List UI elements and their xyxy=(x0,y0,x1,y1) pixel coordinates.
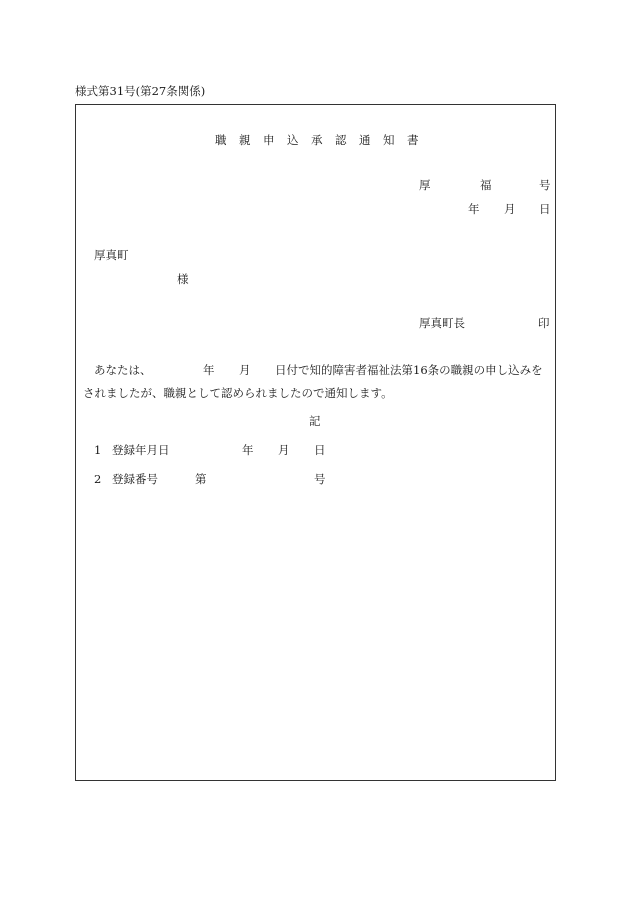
body-line1-rest: 日付で知的障害者福祉法第16条の職親の申し込みを xyxy=(275,363,543,377)
title-char: 承 xyxy=(311,133,323,147)
title-char: 認 xyxy=(335,133,347,147)
item-prefix: 第 xyxy=(195,472,207,486)
title-char: 書 xyxy=(407,133,419,147)
recipient-town: 厚真町 xyxy=(94,248,129,262)
item-year: 年 xyxy=(242,443,254,457)
item-month: 月 xyxy=(278,443,290,457)
item-number: 2 xyxy=(94,472,102,486)
recipient-honorific: 様 xyxy=(177,272,189,286)
item-label: 登録番号 xyxy=(112,472,158,486)
body-line2: されましたが、職親として認められましたので通知します。 xyxy=(83,386,393,400)
item-label: 登録年月日 xyxy=(112,443,170,457)
title-char: 知 xyxy=(383,133,395,147)
body-year: 年 xyxy=(203,363,215,377)
signer-seal: 印 xyxy=(538,316,550,330)
body-month: 月 xyxy=(239,363,251,377)
doc-number-middle: 福 xyxy=(480,178,492,192)
issue-date-month: 月 xyxy=(504,202,516,216)
doc-number-prefix: 厚 xyxy=(419,178,431,192)
item-number: 1 xyxy=(94,443,102,457)
title-char: 申 xyxy=(263,133,275,147)
issue-date-year: 年 xyxy=(468,202,480,216)
title-char: 込 xyxy=(287,133,299,147)
doc-number-suffix: 号 xyxy=(539,178,551,192)
form-id-label: 様式第31号(第27条関係) xyxy=(75,84,206,98)
issue-date-day: 日 xyxy=(539,202,551,216)
signer-title: 厚真町長 xyxy=(419,316,465,330)
body-lead: あなたは、 xyxy=(94,363,152,377)
item-suffix: 号 xyxy=(314,472,326,486)
note-mark: 記 xyxy=(309,414,321,428)
title-char: 職 xyxy=(215,133,227,147)
item-day: 日 xyxy=(314,443,326,457)
title-char: 通 xyxy=(359,133,371,147)
title-char: 親 xyxy=(239,133,251,147)
